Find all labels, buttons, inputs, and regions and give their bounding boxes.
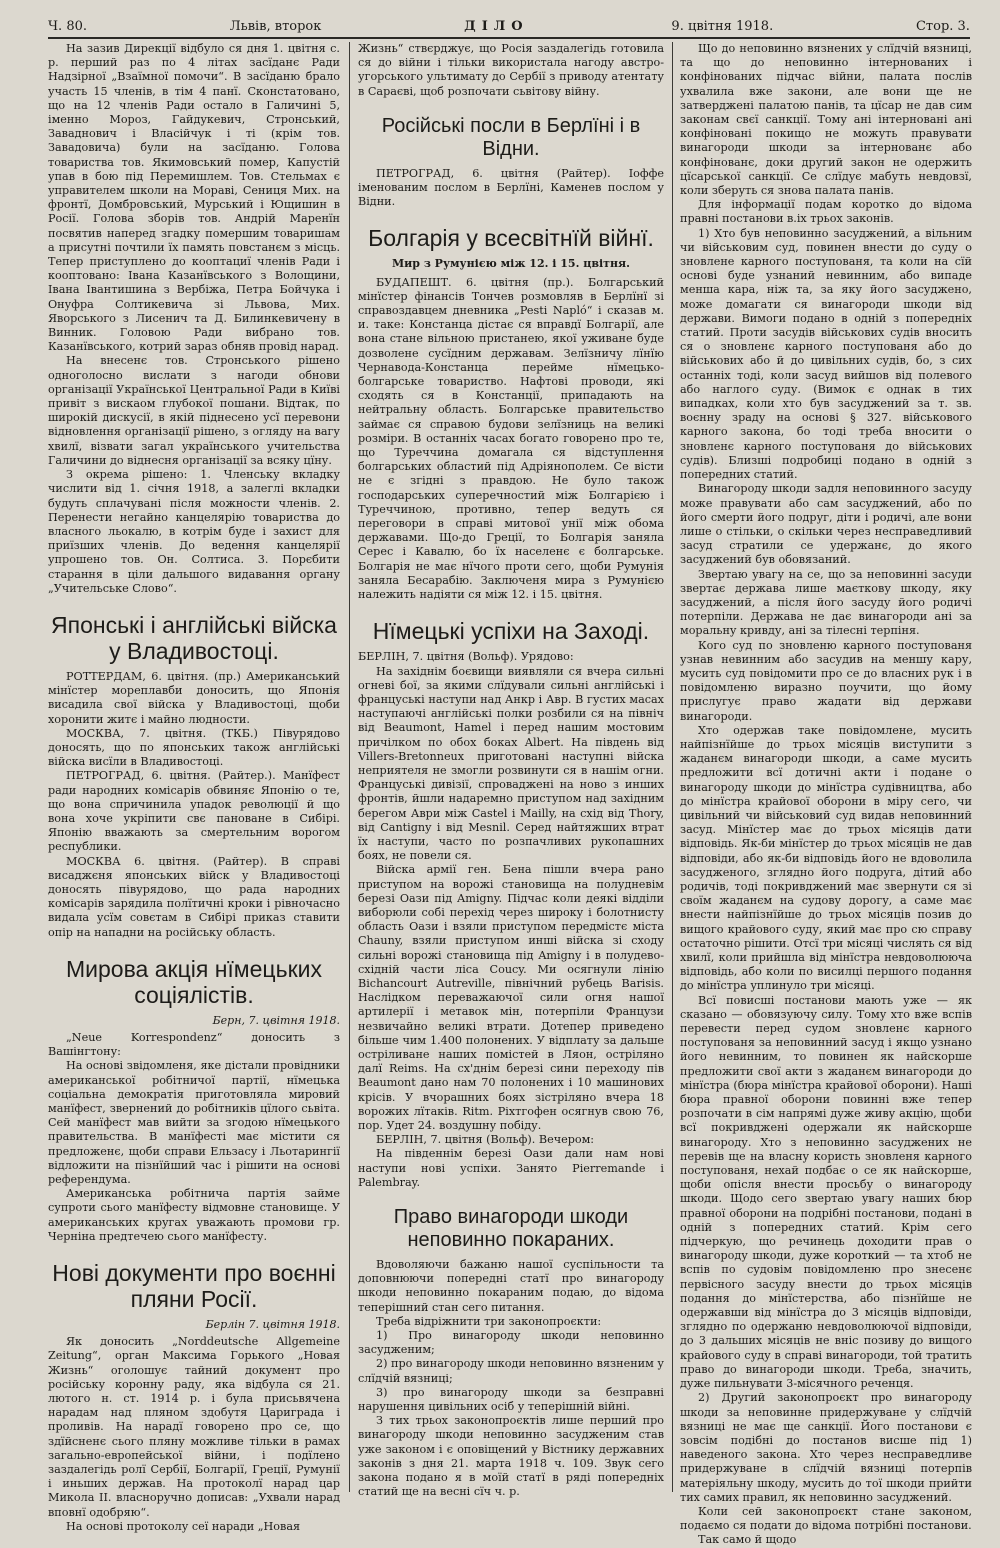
news-item: БЕРЛІН, 7. цвітня (Вольф). Вечером: [376, 1133, 595, 1147]
column-3 [680, 42, 972, 1547]
article-paragraph: Хто одержав таке повідомлене, мусить найпізнїйше до трьох місяців виступити з жаданєм винагороди шкоди, а саме мусить предложити всї дотичні акти і подане о винагороду шкоди до мінїстра судівництва, або до мінїстра крайової оборони в міру сего, чи цивільний чи військовий суд видав неповинний засуд. Мінїстер має до трьох місяців дати відповідь. Як-би мінїстер до трьох місяців не дав відповіди, або як-би відповідь його не вдоволила засудженого, зглядно його подруга, дітий або родичів, тоді покривджений має звернути ся зі своїм жаданєм на судову дорогу, а саме має внести найпізнїйше до трьох місяців позив до вищого крайового суду, який має про сю справу остаточно рішити. Отсї три місяці числять ся від хвилї, коли прийшла від мінїстра невдоволююча відповідь, або коли по висилці першого подання до мінїстра уплинуло три місяці. [680, 723, 972, 993]
article-paragraph: Винагороду шкоди задля неповинного засуду може правувати або сам засуджений, або по його смерти його подруг, діти і родичі, але вони лише о стільки, о скільки через несправедливий засуд стратили се удержанє, до якого засуджений був обовязаний. [680, 482, 972, 567]
article-paragraph: 1) Про винагороду шкоди неповинно засудженим; [358, 1329, 664, 1357]
headline-west: Нїмецькі успіхи на Заході. [372, 618, 650, 645]
issue-number: Ч. 80. [48, 19, 87, 34]
article-paragraph: Що до неповинно вязнених у слїдчій вязниці, та що до неповинно інтернованих і конфінованих підчас війни, палата послів ухвалила вже закони, але вони ще не затверджені палатою панів, та цїсар не дав сим законам свєї санкції. Тому ані інтерновані ані конфіновані покищо не можуть правувати винагороди шкоди за інтернованє або конфінованє, доки другий закон не одержить цїсарської санкції. Се слїдує мабуть невдовзї, коли зберуть ся знова палата панів. [680, 42, 972, 198]
article-paragraph: Кого суд по зновленю карного поступованя узнав невинним або засудив на меншу кару, мусить суд повідомити про се до власних рук і в повідомленю виразно поучити, що йому прислугує право жадати від держави винагороди. [680, 638, 972, 723]
article-paragraph: Для інформації подам коротко до відома правні постанови в.іх трьох законів. [680, 198, 972, 226]
dateline: Берн, 7. цвітня 1918. [212, 1013, 340, 1027]
news-item: МОСКВА 6. цвітня. (Райтер). В справі висаджєня японських війск у Владивостоці доносять півурядово, що рада народних комісарів зарядила полїтичні кроки і рівночасно видала усїм совєтам в Сибірі приказ ставити опір на нападни на російську область. [48, 854, 340, 939]
headline-bulgaria: Болгарія у всесвітнїй війнї. [368, 225, 654, 252]
news-item: Американська робітнича партія займе супроти сього манїфесту відмовне становище. У американських кругах уважають промови гр. Черніна предтечею сього манїфесту. [48, 1187, 340, 1243]
article-paragraph: 3) про винагороду шкоди за безправні нарушення цивільних осіб у теперішній війні. [358, 1385, 664, 1414]
article-paragraph: На зазив Дирекції відбуло ся дня 1. цвітня с. р. перший раз по 4 літах засїданє Ради Надзірної „Взаїмної помочи“. В засїданю брало участь 15 членів, в тім 4 панї. Сконстатовано, що на 12 членів Ради остало в Галичині 5, іменно Мороз, Гайдукевич, Стронський, Заваднович і Власійчук і ті (крім тов. Завадовича) були на засїданю. Голова товариства тов. Якимовський помер, Капустій упав в бою під Перемишлем. Тов. Стельмах є управителем школи на Мораві, Сениця Мих. на фронтї, Домбровський, Мурський і Ющишин в Росії. Голова зборів тов. Андрій Маренїн посвятив наперед згадку помершим товаришам а присутні почтили їх память повстанєм з місць. Тепер приступлено до кооптациї членів Ради і кооптовано: Івана Казанївського з Волощини, Івана Івантишина з Вербіжа, Петра Бойчука і Онуфра Солтикевича зі Львова, Мих. Яворського з Лисенич та Д. Билинкевичену в Винник. Головою Ради вибрано тов. Казанївського, котрий зараз обняв провід нарад. [48, 42, 340, 354]
headline-socialists: Мирова акція нїмецьких соціялістів. [66, 955, 322, 1008]
page-number: Стор. 3. [915, 19, 970, 34]
column-divider [672, 42, 673, 1492]
article-paragraph: З тих трьох законопроєктів лише перший про винагороду шкоди неповинно засудженим став уже законом і є оповіщений у Вістнику державних законів з дня 21. марта 1918 ч. 109. Звук сего закона подано я в моїй статї в ряді попередніх статий ще на весні сїч ч. р. [358, 1414, 664, 1499]
news-item: На західнім боєвищи виявляли ся вчера сильні огневі бої, за якими слїдували сильні англійські і француські наступи над Анкр і Авр. В густих масах наступаючі англійські полки розбили ся на північ від Beaumont, Hamel і перед нашим мостовим причілком по обох боках Albert. На південь від Villers-Bretonneux приготовані наступні війска неприятеля не змогли розвинути ся в нашім огни. Француські дивізії, спроваджені на ново з инших фронтів, йшли надаремно приступом над західним берегом Аври між Castel і Mailly, на схід від Thory, від Cantigny і від Mesnil. Серед найтяжших втрат їх наступи, часто по розпачливих рукопашних боях, не повели ся. [358, 664, 664, 863]
article-paragraph: Звертаю увагу на се, що за неповинні засуди звертає держава лише маєткову шкоду, яку засуджений, а після його засуду його родичі потерпіли. Держава не дає винагороди ані за моральну кривду, ані за тілесні терпіня. [680, 567, 972, 638]
news-item: На основі звідомленя, яке дістали провідники американської робітничої партії, нїмецька соціальна демократія приготовляла мировий манїфест, звернений до робітників цїлого сьвіта. Сей манїфест мав вийти за згодою нїмецького правительства. В манїфесті має містити ся предложенє, щоби справи Ельзасу і Льотарингії відложити на пізнїйший час і рішити на основі референдума. [48, 1059, 340, 1187]
article-paragraph: Вдоволяючи бажаню нашої суспільности та доповнюючи попередні статї про винагороду шкоди неповинно покараним подаю, до відома теперішний стан сего питання. [358, 1258, 664, 1314]
page-header [48, 12, 970, 39]
news-item: РОТТЕРДАМ, 6. цвітня. (пр.) Американський мінїстер мореплавби доносить, що Японія висадила свої війска у Владивостоці, щоби хоронити житє і майно людности. [48, 669, 340, 726]
article-paragraph: 1) Хто був неповинно засуджений, а вільним чи військовим суд, повинен внести до суду о зновлене карного поступованя, та коли на сїй основі буде узнаний невинним, або випаде менша кара, ніж та, за яку його засуджено, може домагати ся винагороди шкоди від держави. Вимоги подано в одній з попередніх статий. Проти засудів військових судів вносить ся о зновленє карного поступованя або до військових або й до цивільних судів, бо, з сих останніх тоді, коли засуд вийшов від полевого або наглого суду. (Вимок є однак в тих випадках, коли хто був засуджений за т. зв. воєнну зраду на основі § 327. військового карного закона, бо тоді треба вносити о зновленє карного поступованя до військових судів). Близші подробиці подано в одній з попередних статий. [680, 226, 972, 482]
news-item: БУДАПЕШТ. 6. цвітня (пр.). Болгарський мінїстер фінансів Тончев розмовляв в Берлїнї зі справоздавцем дневника „Pesti Napló“ і сказав м. и. таке: Констанца дістає ся вправдї Болгарії, але вона стане вільною пристанею, якої уживане буде дозволене сусїдним державам. Зелїзничу лїнїю Чернавода-Констанца перейме нїмецько-болгарське товариство. Нафтові проводи, які сходять ся в Констанції, припадають на нейтральну область. Болгарське правительство займає ся справою будови зелїзниць на великі розміри. В останніх часах богато говорено про те, що Туреччина домагала ся відступлення болгарських областий під Адріянополем. Се вісти не є згідні з правдою. Не було також господарських суперечностий між Болгарією і Туреччиною, противно, тепер ведуть ся переговори в справі митової унії між обома державами. Що-до Греції, то Болгарія заняла Серес і Кавалю, бо їх населенє є болгарське. Болгарія не має нїчого проти сего, щоби Румунія заняла Бесарабію. Заключеня мира з Румунією належить надіяти ся між 12. і 15. цвітня. [358, 275, 664, 602]
article-paragraph: 2) Другий законопроєкт про винагороду шкоди за неповинне придержуване у слїдчій вязниці не має ще санкції. Його постанови є зовсім подібні до постанов висше під 1) наведеного закона. Хто через несправедливе придержуване в слїдчій вязниці потерпів матеріяльну шкоду, мусить до тої шкоди прийти тих самих правил, як неповинно засуджений. [680, 1391, 972, 1504]
article-paragraph: Коли сей законопроєкт стане законом, подаємо ся подати до відома потрібні постанови. [680, 1504, 972, 1533]
headline-envoys: Російські посли в Берлїні і в Відни. [381, 114, 641, 160]
article-paragraph: Жизнь“ ствєрджує, що Росія заздалегідь готовила ся до війни і тільки використала нагоду австро-угорського ультимату до Сербії з приводу атентату в Сараєві, щоб розпочати сьвітову війну. [358, 42, 664, 98]
column-2 [358, 42, 664, 1499]
article-paragraph: Треба відріжнити три законопроєкти: [376, 1314, 602, 1328]
subheadline: Мир з Румунією між 12. і 15. цвітня. [391, 257, 631, 271]
article-paragraph: На внесенє тов. Стронського рішено одноголосно вислати з нагоди обнови організації Української Центральної Ради в Київі привіт з вискаом глубокої пошани. Відтак, по широкій дискусії, в якій піднесено усї перевони відновлення організації рішено, з огляду на вагу хвилї, візвати загал українського учительства Галичини до віднесня організації за всяку цїну. [48, 354, 340, 467]
newspaper-title: ДІЛО [464, 19, 529, 34]
column-1 [48, 42, 340, 1533]
news-item: На південнім березі Оази дали нам нові наступи нові успіхи. Занято Pierremande і Palembray. [358, 1147, 664, 1189]
headline-documents: Нові документи про воєнні пляни Росії. [52, 1260, 336, 1313]
article-paragraph: Так само й щодо [698, 1533, 797, 1547]
headline-japan: Японські і англійські війска у Владивостоці. [51, 611, 337, 664]
news-item: На основі протоколу сеї наради „Новая [66, 1519, 301, 1533]
article-paragraph: Всї повисші постанови мають уже — як сказано — обовязуючу силу. Тому хто вже вспів перевести перед судом зновленє карного поступованя за неповинний засуд і якщо узнано його невинним, то повинен як найскорше предложити свої акти з жаданєм винагороди до мінїстра (бюра мінїстра крайової оборони). Наші бюра правної оборони повинні вже тепер розпочати в сім напрямі дуже живу акцію, щоби всї покривджені одержали як найскорше винагороду. Хто з неповинно засуджених не перевів ще на власну користь зновленя карного поступованя, нехай подбає о се як найскорше, щоби опісля внести просьбу о винагороду шкоди. Щодо сего звертаю увагу наших бюр правної оборони на подрібні постанови, подані в одній з попередних статий. Крім сего підчеркую, що речинець доходити прав о винагороду шкоди, дуже короткий — та хтоб не вспів по судовім повідомленю про знесенє первісного засуду внести до трьох місяців подання до мінїстерства, або пізнїйше не одержавши від мінїстра до 3 місяців відповіди, згляднo по одержаню невдоволюючої відповіди, до 3 дальших місяців не вніс позиву до вищого крайового суду в справі винагороди, той тратить право до винагороди шкоди. Треба, значить, дуже пильнувати 3-місячного реченця. [680, 993, 972, 1391]
news-item: „Neue Korrespondenz“ доносить з Вашінгтону: [48, 1030, 340, 1059]
issue-date: 9. цвітня 1918. [671, 19, 774, 34]
article-paragraph: З окрема рішено: 1. Членську вкладку числити від 1. січня 1918, а залеглі вкладки будуть сплачувані після можности членів. 2. Перенести негайно канцелярію товариства до власного льокалю, в котрім буде і захист для приїзших членів. До ведення канцелярії упрошено тов. Он. Солтиса. 3. Порєбити старання в ціли дальшого видавання органу „Учительське Слово“. [48, 468, 340, 595]
news-item: ПЕТРОГРАД, 6. цвітня. (Райтер.). Манїфест ради народних комісарів обвиняє Японію о те, що вона спричинила упадок революції й що вона хоче укріпити свє пановане в Сибірі. Японію вважають за смертельним ворогом республики. [48, 769, 340, 854]
news-item: Як доносить „Norddeutsche Allgemeine Zeitung“, орган Максима Горького „Новая Жизнь“ оголошує тайний документ про російську коронну раду, яка відбула ся 21. лютого н. ст. 1914 р. і була присьвячена нарадам над пляном здобутя Цариграда і проливів. На нарадї говорено про се, що здїйсненє сього пляну можливе тільки в рамах загально-европейської війни, і подїлено заздалегідь ролї Сербії, Болгарії, Греції, Румунії і иньших держав. На протоколї нарад цар Микола II. власноручно дописав: „Ухвали нарад вповнї одобряю“. [48, 1335, 340, 1519]
news-item: ПЕТРОГРАД, 6. цвітня (Райтер). Іоффе іменованим послом в Берлїні, Каменев послом у Відни. [358, 166, 664, 209]
news-item: Війска армії ген. Бена пішли вчера рано приступом на ворожі становища на полудневім березі Оази під Amigny. Підчас коли деякі відділи виборюли собі перехід через широку і болотнисту область Оази і взяли приступом передмістє міста Chauny, взяли приступом инші війска зі сходу сильні ворожі становища під Amigny і в полудево-східній части ліса Coucy. Ми осягнули лінію Bichancourt Autreville, північний рубець Barisis. Наслідком переважаючої сили огня нашої артилерії і метавок мін, потерпіли Французи незвичайно великі втрати. Дотепер приведено більше чим 1.400 полонених. У відплату за дальше остріливане наших помістей в Ляон, остріляно далї Reims. На сх'днім березі сини переходу пів Beaumont дано нам 70 полонених і 10 машинових крісів. У вчорашних боях зістріляно вчера 18 ворожих лїтаків. Ritm. Ріхтгофен осягнув свою 76, пор. Удет 24. воздушну побіду. [358, 863, 664, 1132]
article-paragraph: 2) про винагороду шкоди неповинно вязненим у слїдчій вязниці; [358, 1357, 664, 1385]
dateline: Берлін 7. цвітня 1918. [205, 1318, 340, 1332]
news-item: МОСКВА, 7. цвітня. (ТКБ.) Півурядово доносять, що по японських також англійські війска висїли в Владивостоці. [48, 726, 340, 769]
headline-reward: Право винагороди шкоди неповинно покараних. [393, 1206, 629, 1252]
column-divider [349, 42, 350, 1492]
news-item: БЕРЛІН, 7. цвітня (Вольф). Урядово: [358, 650, 574, 664]
place-day: Львів, второк [229, 19, 322, 34]
